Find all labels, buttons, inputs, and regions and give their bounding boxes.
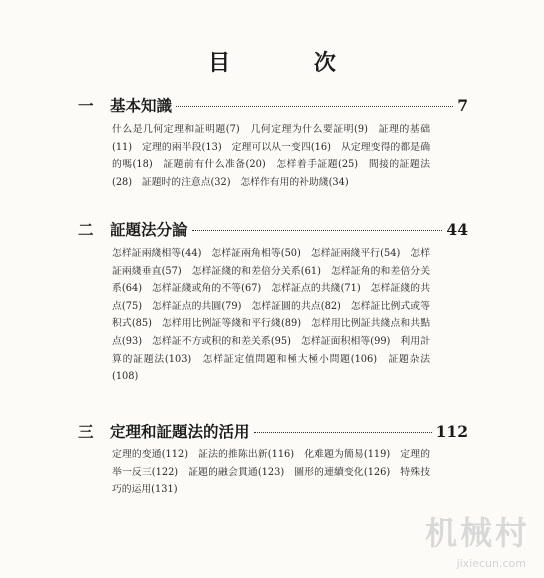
chapter-page-number: 44	[446, 220, 468, 239]
chapter-title: 定理和証題法的活用	[110, 422, 250, 441]
page-title: 目 次	[208, 50, 374, 76]
chapter-number: 三	[78, 422, 94, 441]
chapter-title: 証題法分論	[110, 220, 188, 239]
chapter-heading-2[interactable]	[78, 218, 468, 240]
chapter-page-number: 7	[457, 96, 468, 115]
chapter-number: 二	[78, 220, 94, 239]
chapter-page-number: 112	[435, 422, 468, 441]
chapter-3-sections: 定理的变通(112) 証法的推陈出新(116) 化难題为簡易(119) 定理的举一反三(122) 証題的融会貫通(123) 圖形的連續变化(126) 特殊技巧的运用(131)	[112, 449, 430, 496]
dot-leader	[192, 230, 443, 231]
dot-leader	[176, 106, 453, 107]
chapter-2-sections: 怎样証兩綫相等(44) 怎样証兩角相等(50) 怎样証兩綫平行(54) 怎样証兩綫垂直(57) 怎样証綫的和差倍分关系(61) 怎样証角的和差倍分关系(64) 怎样証綫或角的不等(67) 怎样証点的共綫(71) 怎样証綫的共点(75) 怎样証点的共圓(79) 怎样証圓的共点(82) 怎样証比例式或等积式(85) 怎样用比例証等綫和平行綫(89) 怎样用比例証共綫点和共點点(93) 怎样証不方或积的和差关系(95) 怎样証面积相等(99) 利用計算的証題法(103) 怎样証定值問題和極大極小問題(106) 証題杂法(108)	[112, 248, 430, 383]
dot-leader	[254, 432, 432, 433]
chapter-heading-1[interactable]	[78, 94, 468, 116]
chapter-1-sections: 什么是几何定理和証明題(7) 几何定理为什么要証明(9) 証理的基础(11) 定理的兩半段(13) 定理可以从一变四(16) 从定理变得的都是确的嗎(18) 証題前有什么准备(20) 怎样着手証題(25) 間接的証題法(28) 証題时的注意点(32) 怎样作有用的补助綫(34)	[112, 124, 430, 188]
chapter-title: 基本知識	[110, 96, 173, 115]
chapter-number: 一	[78, 96, 94, 115]
chapter-heading-3[interactable]	[78, 420, 468, 442]
watermark-url: jixiecun.com	[456, 557, 526, 570]
watermark-logo: 机械村	[424, 514, 530, 552]
